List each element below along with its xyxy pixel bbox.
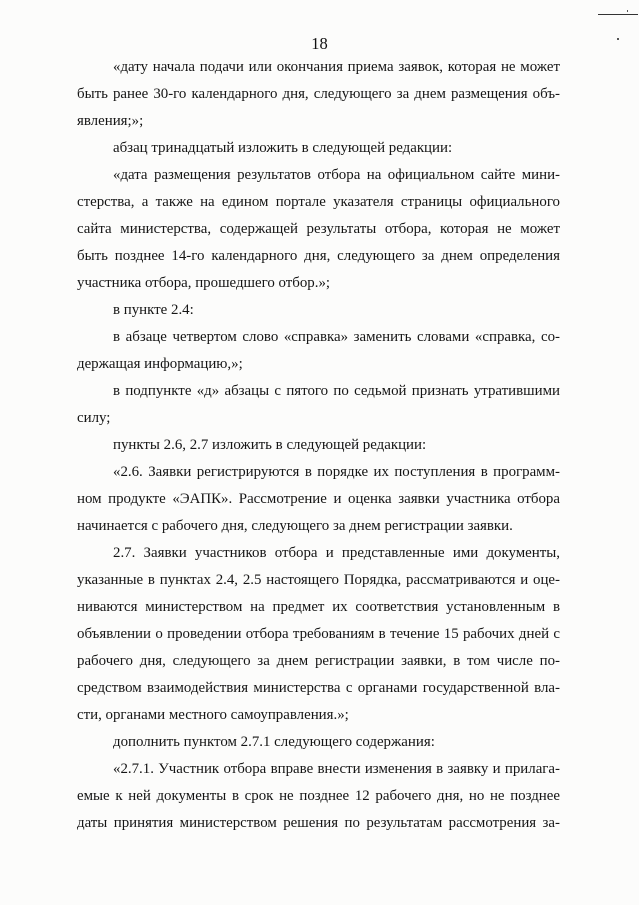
- paragraph-line: держащая информацию,»;: [77, 356, 243, 372]
- paragraph-line: стерства, а также на едином портале указателя страницы официального: [77, 194, 560, 210]
- scan-speck: [627, 10, 628, 12]
- paragraph-line: в абзаце четвертом слово «справка» заменить словами «справка, со-: [113, 329, 560, 345]
- paragraph-line: дополнить пунктом 2.7.1 следующего содержания:: [113, 734, 435, 750]
- paragraph-line: 2.7. Заявки участников отбора и представленные ими документы,: [113, 545, 560, 561]
- paragraph-line: указанные в пунктах 2.4, 2.5 настоящего Порядка, рассматриваются и оце-: [77, 572, 560, 588]
- paragraph-line: начинается с рабочего дня, следующего за днем регистрации заявки.: [77, 518, 513, 534]
- paragraph-line: быть ранее 30-го календарного дня, следующего за днем размещения объ-: [77, 86, 560, 102]
- paragraph-line: явления;»;: [77, 113, 144, 129]
- paragraph-line: объявлении о проведении отбора требованиям в течение 15 рабочих дней с: [77, 626, 560, 642]
- paragraph-line: «2.6. Заявки регистрируются в порядке их поступления в программ-: [113, 464, 560, 480]
- page-number: 18: [311, 34, 328, 53]
- paragraph-line: сти, органами местного самоуправления.»;: [77, 707, 349, 723]
- paragraph-line: пункты 2.6, 2.7 изложить в следующей редакции:: [113, 437, 427, 453]
- paragraph-line: сайта министерства, содержащей результаты отбора, которая не может: [77, 221, 560, 237]
- paragraph-line: «2.7.1. Участник отбора вправе внести изменения в заявку и прилага-: [113, 761, 560, 777]
- paragraph-line: участника отбора, прошедшего отбор.»;: [77, 275, 331, 291]
- paragraph-line: в пункте 2.4:: [113, 302, 194, 318]
- paragraph-line: быть позднее 14-го календарного дня, следующего за днем определения: [77, 248, 560, 264]
- paragraph-line: силу;: [77, 410, 111, 426]
- paragraph-line: абзац тринадцатый изложить в следующей редакции:: [113, 140, 453, 156]
- paragraph-line: емые к ней документы в срок не позднее 12 рабочего дня, но не позднее: [77, 788, 560, 804]
- paragraph-line: средством взаимодействия министерства с органами государственной вла-: [77, 680, 560, 696]
- paragraph-line: ниваются министерством на предмет их соответствия установленным в: [77, 599, 560, 615]
- paragraph-line: даты принятия министерством решения по результатам рассмотрения за-: [77, 815, 560, 831]
- paragraph-line: «дату начала подачи или окончания приема заявок, которая не может: [113, 59, 560, 75]
- paragraph-line: ном продукте «ЭАПК». Рассмотрение и оценка заявки участника отбора: [77, 491, 560, 507]
- paragraph-line: рабочего дня, следующего за днем регистрации заявки, в том числе по-: [77, 653, 560, 669]
- paragraph-line: «дата размещения результатов отбора на официальном сайте мини-: [113, 167, 560, 183]
- paragraph-line: в подпункте «д» абзацы с пятого по седьмой признать утратившими: [113, 383, 560, 399]
- scan-edge-mark: [598, 14, 638, 15]
